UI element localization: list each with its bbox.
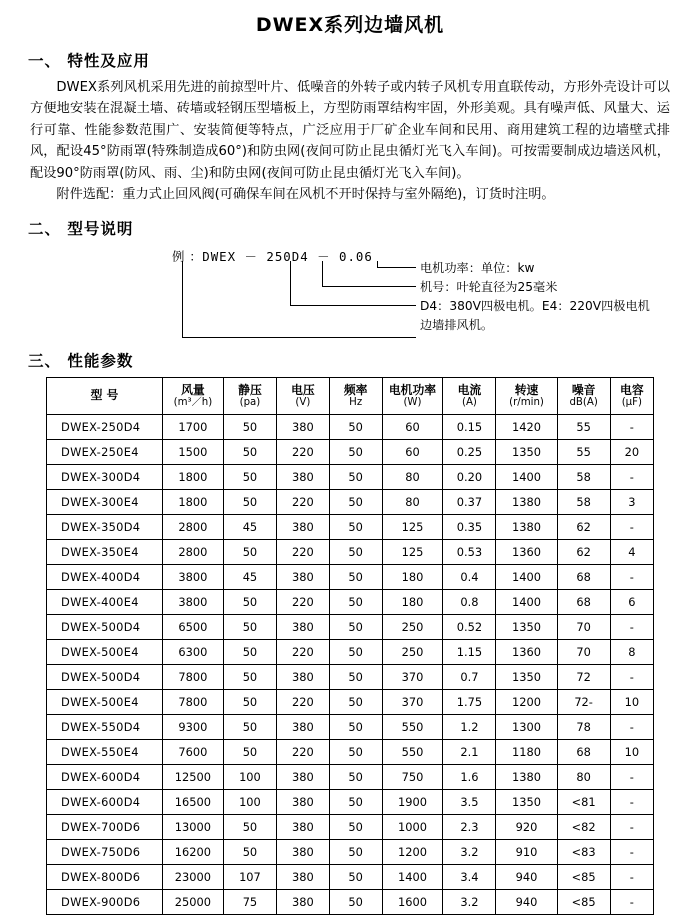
page-title: DWEX系列边墙风机 [255,14,445,36]
cell-value: 250 [382,615,443,640]
cell-value: 50 [329,740,382,765]
cell-model: DWEX-400E4 [47,590,163,615]
cell-value: 0.35 [443,515,496,540]
cell-value: 380 [276,715,329,740]
cell-value: 1380 [496,515,557,540]
cell-value: 50 [329,865,382,890]
cell-value: - [610,565,653,590]
cell-value: <83 [557,840,610,865]
cell-value: 25000 [162,890,223,915]
cell-value: 12500 [162,765,223,790]
cell-value: 50 [329,490,382,515]
cell-value: 7800 [162,690,223,715]
cell-value: 1380 [496,765,557,790]
table-row [47,840,654,865]
table-row [47,765,654,790]
cell-value: 107 [223,865,276,890]
cell-value: - [610,715,653,740]
column-header-flow: 风量 (m³／h) [162,378,223,415]
cell-value: 220 [276,490,329,515]
cell-value: 4 [610,540,653,565]
cell-value: 50 [223,715,276,740]
features-paragraph-2: 附件选配：重力式止回风阀(可确保车间在风机不开时保持与室外隔绝)，订货时注明。 [56,186,555,202]
cell-value: 50 [329,440,382,465]
cell-value: 2.3 [443,815,496,840]
table-row [47,790,654,815]
cell-value: - [610,615,653,640]
table-row [47,415,654,440]
table-row [47,540,654,565]
cell-model: DWEX-800D6 [47,865,163,890]
cell-value: 50 [329,465,382,490]
table-row [47,740,654,765]
cell-value: 16500 [162,790,223,815]
cell-value: 50 [329,565,382,590]
section-heading-features: 一、 特性及应用 [28,52,150,70]
cell-value: 7600 [162,740,223,765]
cell-value: 68 [557,565,610,590]
model-note-power: 电机功率：单位：kw [420,261,535,276]
cell-value: 1420 [496,415,557,440]
table-row [47,665,654,690]
cell-value: 16200 [162,840,223,865]
cell-value: <85 [557,865,610,890]
model-note-number: 机号：叶轮直径为25毫米 [420,280,558,295]
cell-value: 2.1 [443,740,496,765]
cell-value: 75 [223,890,276,915]
cell-value: 50 [329,690,382,715]
table-row [47,690,654,715]
model-code: DWEX － 250D4 － 0.06 [202,249,373,265]
cell-value: - [610,465,653,490]
cell-value: 380 [276,515,329,540]
cell-value: 0.7 [443,665,496,690]
cell-value: 3.2 [443,890,496,915]
column-header-pressure: 静压 (pa) [223,378,276,415]
cell-value: 58 [557,465,610,490]
column-header-capacitance: 电容 (μF) [610,378,653,415]
cell-value: 60 [382,415,443,440]
cell-value: 70 [557,640,610,665]
cell-value: 2800 [162,515,223,540]
cell-value: 50 [329,615,382,640]
column-header-speed: 转速 (r/min) [496,378,557,415]
cell-value: 380 [276,665,329,690]
cell-value: 72 [557,665,610,690]
cell-value: 50 [223,815,276,840]
cell-value: - [610,890,653,915]
cell-value: 180 [382,565,443,590]
cell-model: DWEX-500E4 [47,640,163,665]
cell-value: 20 [610,440,653,465]
cell-value: 2800 [162,540,223,565]
cell-value: 50 [223,615,276,640]
cell-value: 3.2 [443,840,496,865]
cell-value: 1.6 [443,765,496,790]
cell-value: 80 [382,465,443,490]
cell-value: 0.8 [443,590,496,615]
model-note-fan: 边墙排风机。 [420,318,494,333]
performance-table [46,377,654,915]
cell-value: 1600 [382,890,443,915]
column-header-noise: 噪音 dB(A) [557,378,610,415]
cell-model: DWEX-500D4 [47,665,163,690]
cell-value: 1400 [382,865,443,890]
cell-value: 380 [276,790,329,815]
cell-value: 6300 [162,640,223,665]
cell-value: 1200 [382,840,443,865]
cell-value: 50 [223,640,276,665]
cell-value: 0.37 [443,490,496,515]
cell-value: 6 [610,590,653,615]
table-row [47,715,654,740]
model-note-motor: D4：380V四极电机。E4：220V四极电机 [420,299,650,314]
cell-value: 1350 [496,440,557,465]
cell-value: 1400 [496,590,557,615]
cell-model: DWEX-600D4 [47,790,163,815]
cell-value: 50 [329,715,382,740]
cell-value: 68 [557,740,610,765]
table-row [47,640,654,665]
cell-value: 50 [329,815,382,840]
cell-model: DWEX-550D4 [47,715,163,740]
cell-value: <85 [557,890,610,915]
cell-value: 370 [382,665,443,690]
cell-value: 1700 [162,415,223,440]
cell-model: DWEX-350E4 [47,540,163,565]
cell-value: 50 [329,890,382,915]
cell-value: 1350 [496,790,557,815]
cell-value: 1300 [496,715,557,740]
cell-model: DWEX-350D4 [47,515,163,540]
cell-model: DWEX-900D6 [47,890,163,915]
cell-value: 80 [382,490,443,515]
cell-model: DWEX-250D4 [47,415,163,440]
cell-value: 50 [329,415,382,440]
cell-value: 50 [329,840,382,865]
leader-line-fan [182,261,416,338]
cell-value: 62 [557,540,610,565]
cell-value: 45 [223,515,276,540]
cell-value: 3800 [162,565,223,590]
cell-value: - [610,415,653,440]
cell-value: 920 [496,815,557,840]
column-header-model: 型 号 [47,378,163,415]
section-heading-model: 二、 型号说明 [28,220,134,239]
cell-value: 7800 [162,665,223,690]
cell-value: <81 [557,790,610,815]
cell-value: 0.4 [443,565,496,590]
cell-value: 380 [276,840,329,865]
table-row [47,590,654,615]
cell-value: 1900 [382,790,443,815]
cell-value: 1380 [496,490,557,515]
cell-model: DWEX-500D4 [47,615,163,640]
cell-value: 100 [223,765,276,790]
cell-value: 220 [276,640,329,665]
cell-value: 23000 [162,865,223,890]
cell-value: 125 [382,540,443,565]
cell-value: 1200 [496,690,557,715]
cell-value: 3.5 [443,790,496,815]
cell-value: 3800 [162,590,223,615]
table-row [47,440,654,465]
cell-value: 1350 [496,615,557,640]
cell-value: 78 [557,715,610,740]
model-example-label: 例 ： [172,249,203,265]
table-row [47,515,654,540]
cell-model: DWEX-250E4 [47,440,163,465]
table-row [47,615,654,640]
cell-value: 1360 [496,540,557,565]
cell-value: 0.53 [443,540,496,565]
cell-value: 68 [557,590,610,615]
cell-model: DWEX-600D4 [47,765,163,790]
cell-value: 9300 [162,715,223,740]
cell-value: 60 [382,440,443,465]
cell-value: - [610,815,653,840]
cell-value: 250 [382,640,443,665]
cell-value: 50 [223,490,276,515]
features-paragraph-1: DWEX系列风机采用先进的前掠型叶片、低噪音的外转子或内转子风机专用直联传动，方形外壳设计可以方便地安装在混凝土墙、砖墙或轻钢压型墙板上，方型防雨罩结构牢固，外形美观。具有噪声低、风量大、运行可靠、性能参数范围广、安装简便等特点，广泛应用于厂矿企业车间和民用、商用建筑工程的边墙壁式排风，配设45°防雨罩(特殊制造成60°)和防虫网(夜间可防止昆虫循灯光飞入车间)。可按需要制成边墙送风机，配设90°防雨罩(防风、雨、尘)和防虫网(夜间可防止昆虫循灯光飞入车间)。 [30,80,670,181]
cell-model: DWEX-700D6 [47,815,163,840]
cell-value: 180 [382,590,443,615]
cell-value: - [610,790,653,815]
cell-value: 55 [557,415,610,440]
table-row [47,890,654,915]
cell-value: 220 [276,440,329,465]
cell-value: 50 [223,740,276,765]
cell-value: 550 [382,740,443,765]
cell-value: 0.15 [443,415,496,440]
cell-value: 220 [276,540,329,565]
cell-value: 1400 [496,465,557,490]
cell-value: 58 [557,490,610,515]
cell-value: 50 [223,590,276,615]
column-header-frequency: 频率 Hz [329,378,382,415]
cell-model: DWEX-550E4 [47,740,163,765]
cell-value: 1180 [496,740,557,765]
column-header-motor-power: 电机功率 (W) [382,378,443,415]
cell-value: 6500 [162,615,223,640]
cell-value: - [610,515,653,540]
table-header-row [47,378,654,415]
cell-value: 1.75 [443,690,496,715]
cell-value: 370 [382,690,443,715]
cell-value: 380 [276,890,329,915]
cell-value: 910 [496,840,557,865]
cell-value: 10 [610,690,653,715]
cell-value: 13000 [162,815,223,840]
cell-value: 1.15 [443,640,496,665]
cell-value: 220 [276,690,329,715]
cell-value: 1350 [496,665,557,690]
cell-value: 380 [276,765,329,790]
cell-value: 3 [610,490,653,515]
cell-value: 50 [329,540,382,565]
cell-value: 50 [223,665,276,690]
model-explanation-diagram [22,245,678,337]
cell-value: 50 [329,640,382,665]
table-row [47,865,654,890]
cell-model: DWEX-500E4 [47,690,163,715]
features-body [30,77,670,205]
cell-value: 50 [329,790,382,815]
column-header-voltage: 电压 (V) [276,378,329,415]
cell-value: 50 [329,515,382,540]
cell-value: 380 [276,865,329,890]
cell-value: 1400 [496,565,557,590]
cell-value: 8 [610,640,653,665]
table-row [47,565,654,590]
cell-value: 80 [557,765,610,790]
cell-value: 1.2 [443,715,496,740]
cell-value: 50 [329,765,382,790]
cell-value: 50 [329,590,382,615]
column-header-current: 电流 (A) [443,378,496,415]
table-row [47,815,654,840]
cell-value: 1360 [496,640,557,665]
cell-value: 50 [223,540,276,565]
cell-value: 940 [496,890,557,915]
cell-value: 380 [276,615,329,640]
cell-value: 1800 [162,490,223,515]
cell-value: 1800 [162,465,223,490]
cell-value: 125 [382,515,443,540]
cell-value: 380 [276,815,329,840]
cell-value: 45 [223,565,276,590]
document-page [0,10,700,909]
cell-value: 220 [276,590,329,615]
cell-value: <82 [557,815,610,840]
cell-value: 50 [223,465,276,490]
cell-value: 0.25 [443,440,496,465]
cell-value: 50 [223,840,276,865]
cell-model: DWEX-300D4 [47,465,163,490]
cell-value: 62 [557,515,610,540]
cell-value: 1500 [162,440,223,465]
cell-value: 380 [276,415,329,440]
section-heading-performance: 三、 性能参数 [28,352,134,371]
cell-model: DWEX-750D6 [47,840,163,865]
cell-model: DWEX-400D4 [47,565,163,590]
table-row [47,465,654,490]
cell-value: 1000 [382,815,443,840]
table-body [47,415,654,915]
cell-value: 750 [382,765,443,790]
cell-value: 100 [223,790,276,815]
cell-value: 380 [276,565,329,590]
cell-value: 72- [557,690,610,715]
cell-value: 220 [276,740,329,765]
cell-value: 50 [223,690,276,715]
cell-value: 50 [223,415,276,440]
cell-value: - [610,865,653,890]
cell-value: 0.20 [443,465,496,490]
cell-value: 3.4 [443,865,496,890]
cell-value: 70 [557,615,610,640]
cell-value: - [610,665,653,690]
cell-value: - [610,765,653,790]
cell-value: - [610,840,653,865]
cell-value: 550 [382,715,443,740]
cell-value: 50 [223,440,276,465]
cell-model: DWEX-300E4 [47,490,163,515]
cell-value: 380 [276,465,329,490]
cell-value: 0.52 [443,615,496,640]
cell-value: 10 [610,740,653,765]
cell-value: 50 [329,665,382,690]
table-row [47,490,654,515]
cell-value: 55 [557,440,610,465]
cell-value: 940 [496,865,557,890]
